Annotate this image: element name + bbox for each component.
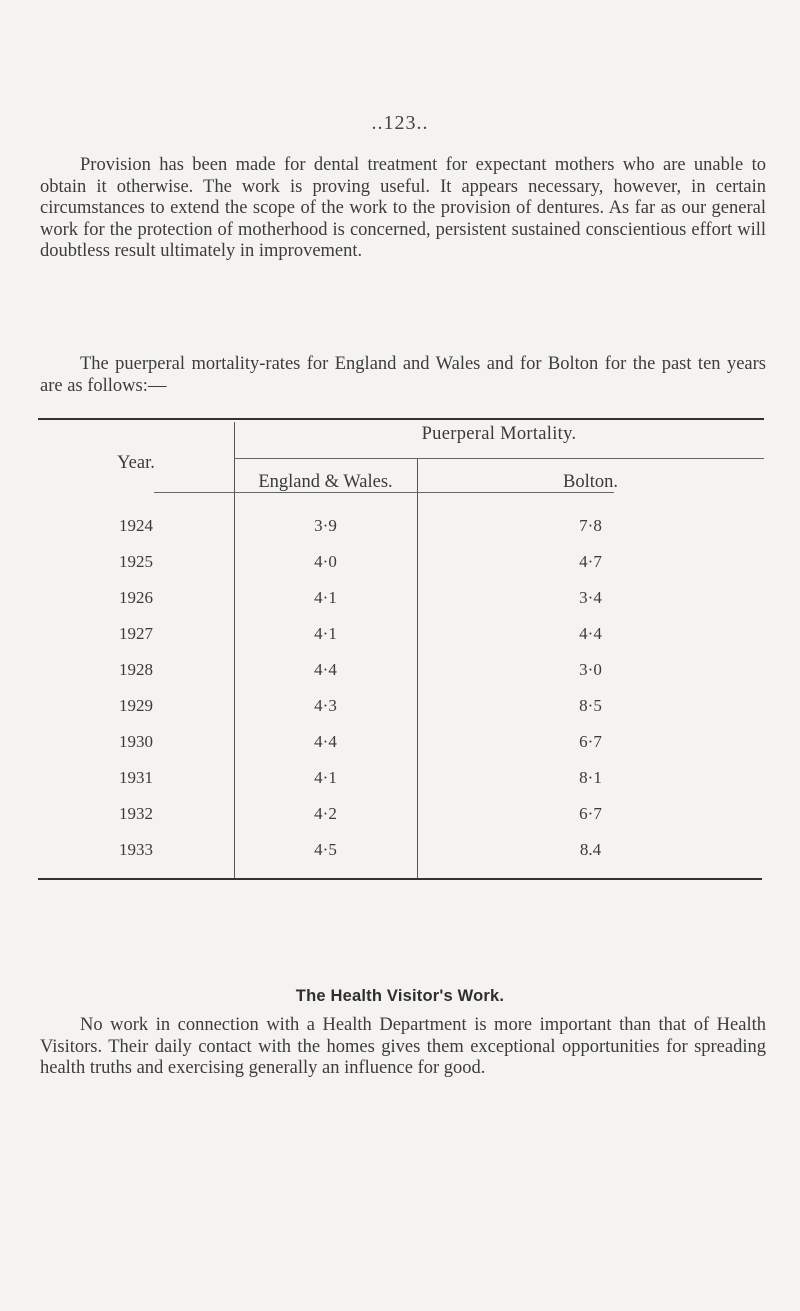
header-year: Year.: [117, 453, 155, 473]
bolton-cell: 3·4: [579, 588, 602, 607]
puerperal-mortality-table: [38, 418, 764, 880]
england-wales-cell: 4·1: [314, 624, 337, 643]
england-wales-cell: 4·4: [314, 660, 337, 679]
bolton-cell: 8·1: [579, 768, 602, 787]
table-body: [38, 516, 764, 876]
england-wales-cell: 4·1: [314, 768, 337, 787]
table-row: [38, 624, 764, 660]
bolton-cell: 8·5: [579, 696, 602, 715]
section-heading-health-visitors: The Health Visitor's Work.: [295, 987, 505, 1005]
table-bottom-rule: [38, 878, 762, 880]
year-cell: 1929: [119, 696, 153, 715]
year-cell: 1926: [119, 588, 153, 607]
bolton-cell: 6·7: [579, 732, 602, 751]
header-england-wales: England & Wales.: [258, 472, 393, 492]
table-row: [38, 552, 764, 588]
bolton-cell: 4·7: [579, 552, 602, 571]
england-wales-cell: 3·9: [314, 516, 337, 535]
bolton-cell: 7·8: [579, 516, 602, 535]
year-cell: 1930: [119, 732, 153, 751]
header-puerperal-mortality: Puerperal Mortality.: [421, 424, 577, 444]
paragraph-health-visitors: No work in connection with a Health Department is more important than that of Health Visitors. Their daily contact with the homes gives them exceptional opportunities for spreading health truths and exercising generally an influence for good.: [40, 1015, 766, 1078]
table-group-divider: [234, 458, 764, 459]
england-wales-cell: 4·4: [314, 732, 337, 751]
england-wales-cell: 4·2: [314, 804, 337, 823]
bolton-cell: 4·4: [579, 624, 602, 643]
paragraph-mortality-intro: The puerperal mortality-rates for England and Wales and for Bolton for the past ten years are as follows:—: [40, 354, 766, 396]
table-row: [38, 804, 764, 840]
page-number: ..123..: [371, 112, 429, 134]
table-row: [38, 732, 764, 768]
year-cell: 1927: [119, 624, 153, 643]
paragraph-dental-treatment: Provision has been made for dental treatment for expectant mothers who are unable to obtain it otherwise. The work is proving useful. It appears necessary, however, in certain circumstances to extend the scope of the work to the provision of dentures. As far as our general work for the protection of motherhood is concerned, persistent sustained conscientious effort will doubtless result ultimately in improvement.: [40, 155, 766, 261]
bolton-cell: 8.4: [579, 840, 602, 859]
table-row: [38, 588, 764, 624]
england-wales-cell: 4·3: [314, 696, 337, 715]
table-row: [38, 768, 764, 804]
table-top-rule: [38, 418, 764, 420]
table-row: [38, 696, 764, 732]
england-wales-cell: 4·5: [314, 840, 337, 859]
bolton-cell: 6·7: [579, 804, 602, 823]
year-cell: 1932: [119, 804, 153, 823]
table-row: [38, 840, 764, 876]
england-wales-cell: 4·0: [314, 552, 337, 571]
header-bolton: Bolton.: [563, 472, 618, 492]
year-cell: 1924: [119, 516, 153, 535]
year-cell: 1925: [119, 552, 153, 571]
table-row: [38, 660, 764, 696]
year-cell: 1931: [119, 768, 153, 787]
england-wales-cell: 4·1: [314, 588, 337, 607]
year-cell: 1933: [119, 840, 153, 859]
bolton-cell: 3·0: [579, 660, 602, 679]
year-cell: 1928: [119, 660, 153, 679]
table-row: [38, 516, 764, 552]
